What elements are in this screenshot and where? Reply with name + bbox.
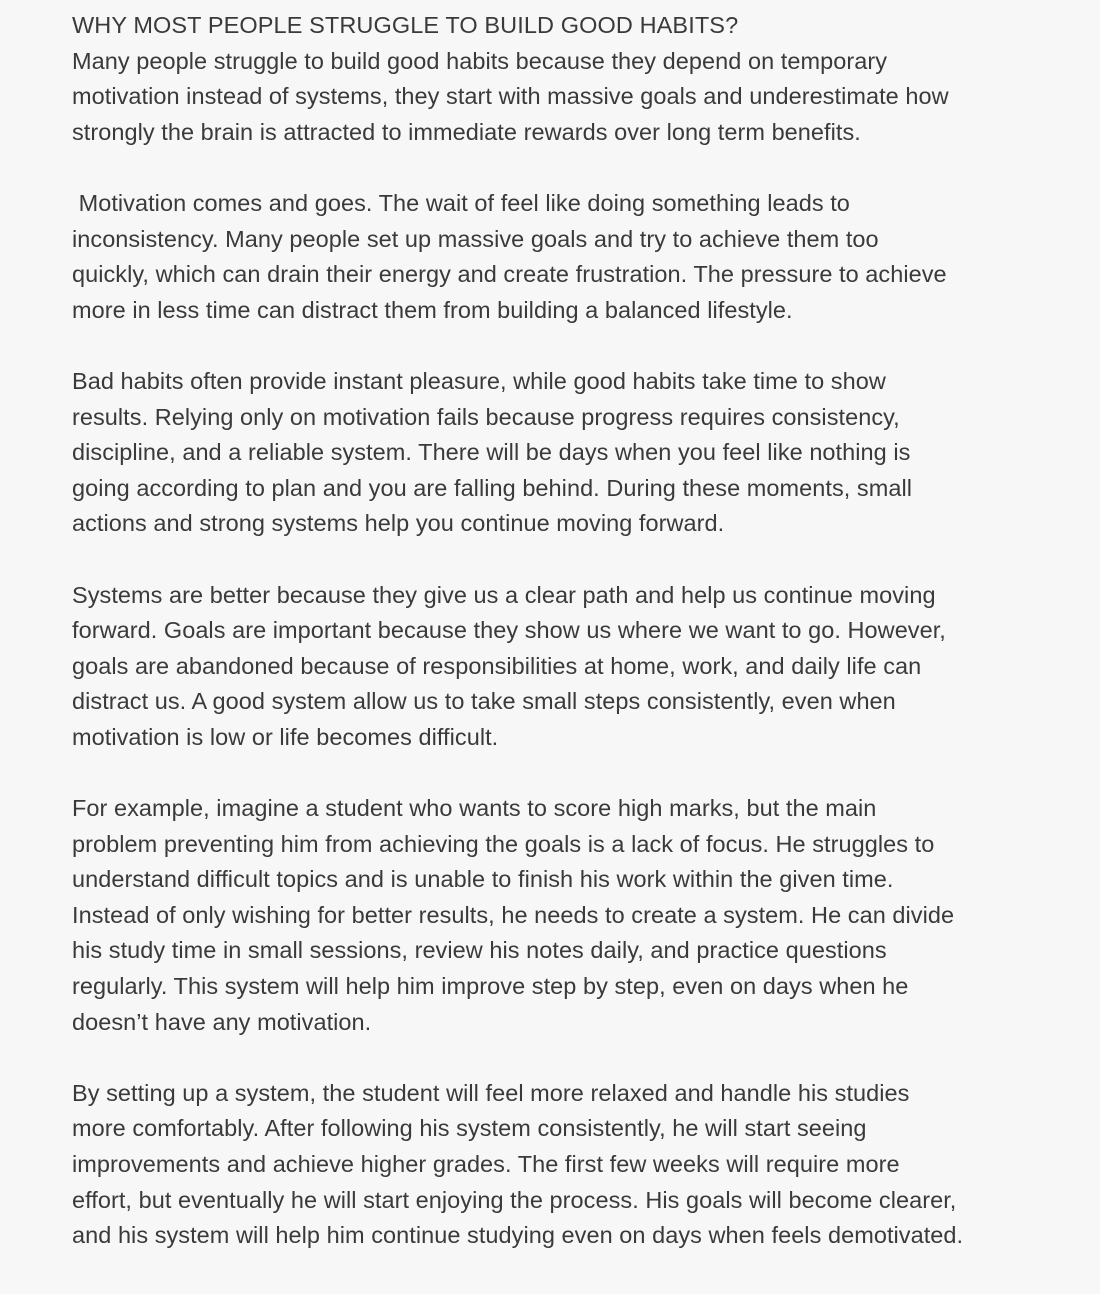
paragraph-line: discipline, and a reliable system. There will be days when you feel like nothing is — [72, 439, 911, 466]
paragraph-line: Bad habits often provide instant pleasure, while good habits take time to show — [72, 367, 886, 394]
paragraph-line: improvements and achieve higher grades. The first few weeks will require more — [72, 1151, 900, 1177]
paragraph-line: quickly, which can drain their energy and create frustration. The pressure to achieve — [72, 261, 947, 288]
paragraph-line: Instead of only wishing for better results, he needs to create a system. He can divide — [72, 901, 955, 928]
paragraph-line: forward. Goals are important because they show us where we want to go. However, — [72, 617, 946, 644]
paragraph-line: his study time in small sessions, review his notes daily, and practice questions — [72, 937, 887, 964]
paragraph-line: problem preventing him from achieving the goals is a lack of focus. He struggles to — [72, 830, 935, 857]
paragraph-2 — [72, 186, 1060, 328]
paragraph-line: doesn’t have any motivation. — [72, 1008, 372, 1035]
paragraph-6 — [72, 1076, 1060, 1254]
paragraph-1 — [72, 44, 1060, 151]
paragraph-line: understand difficult topics and is unable to finish his work within the given time. — [72, 866, 894, 893]
paragraph-line: For example, imagine a student who wants to score high marks, but the main — [72, 795, 877, 822]
paragraph-line: By setting up a system, the student will feel more relaxed and handle his studies — [72, 1079, 910, 1106]
paragraph-line: effort, but eventually he will start enjoying the process. His goals will become clearer, — [72, 1186, 957, 1213]
paragraph-line: Many people struggle to build good habits because they depend on temporary — [72, 47, 887, 74]
paragraph-line: inconsistency. Many people set up massive goals and try to achieve them too — [72, 225, 879, 252]
paragraph-line: motivation instead of systems, they start with massive goals and underestimate how — [72, 83, 949, 110]
document-title: WHY MOST PEOPLE STRUGGLE TO BUILD GOOD HABITS? — [72, 12, 739, 38]
paragraph-line: distract us. A good system allow us to take small steps consistently, even when — [72, 688, 896, 715]
paragraph-5 — [72, 791, 1060, 1040]
paragraph-line: results. Relying only on motivation fails because progress requires consistency, — [72, 403, 900, 430]
paragraph-line: actions and strong systems help you continue moving forward. — [72, 510, 725, 537]
paragraph-line: more in less time can distract them from building a balanced lifestyle. — [72, 296, 793, 323]
paragraph-line: Motivation comes and goes. The wait of feel like doing something leads to — [72, 189, 850, 216]
paragraph-line: and his system will help him continue studying even on days when feels demotivated. — [72, 1222, 964, 1249]
paragraph-4 — [72, 578, 1060, 756]
paragraph-line: goals are abandoned because of responsibilities at home, work, and daily life can — [72, 652, 922, 679]
paragraph-line: more comfortably. After following his system consistently, he will start seeing — [72, 1115, 867, 1142]
paragraph-line: going according to plan and you are falling behind. During these moments, small — [72, 474, 913, 501]
paragraph-3 — [72, 364, 1060, 542]
paragraph-line: Systems are better because they give us a clear path and help us continue moving — [72, 581, 936, 608]
paragraph-line: motivation is low or life becomes difficult. — [72, 723, 499, 750]
paragraph-line: regularly. This system will help him improve step by step, even on days when he — [72, 973, 909, 1000]
paragraph-line: strongly the brain is attracted to immediate rewards over long term benefits. — [72, 118, 861, 145]
